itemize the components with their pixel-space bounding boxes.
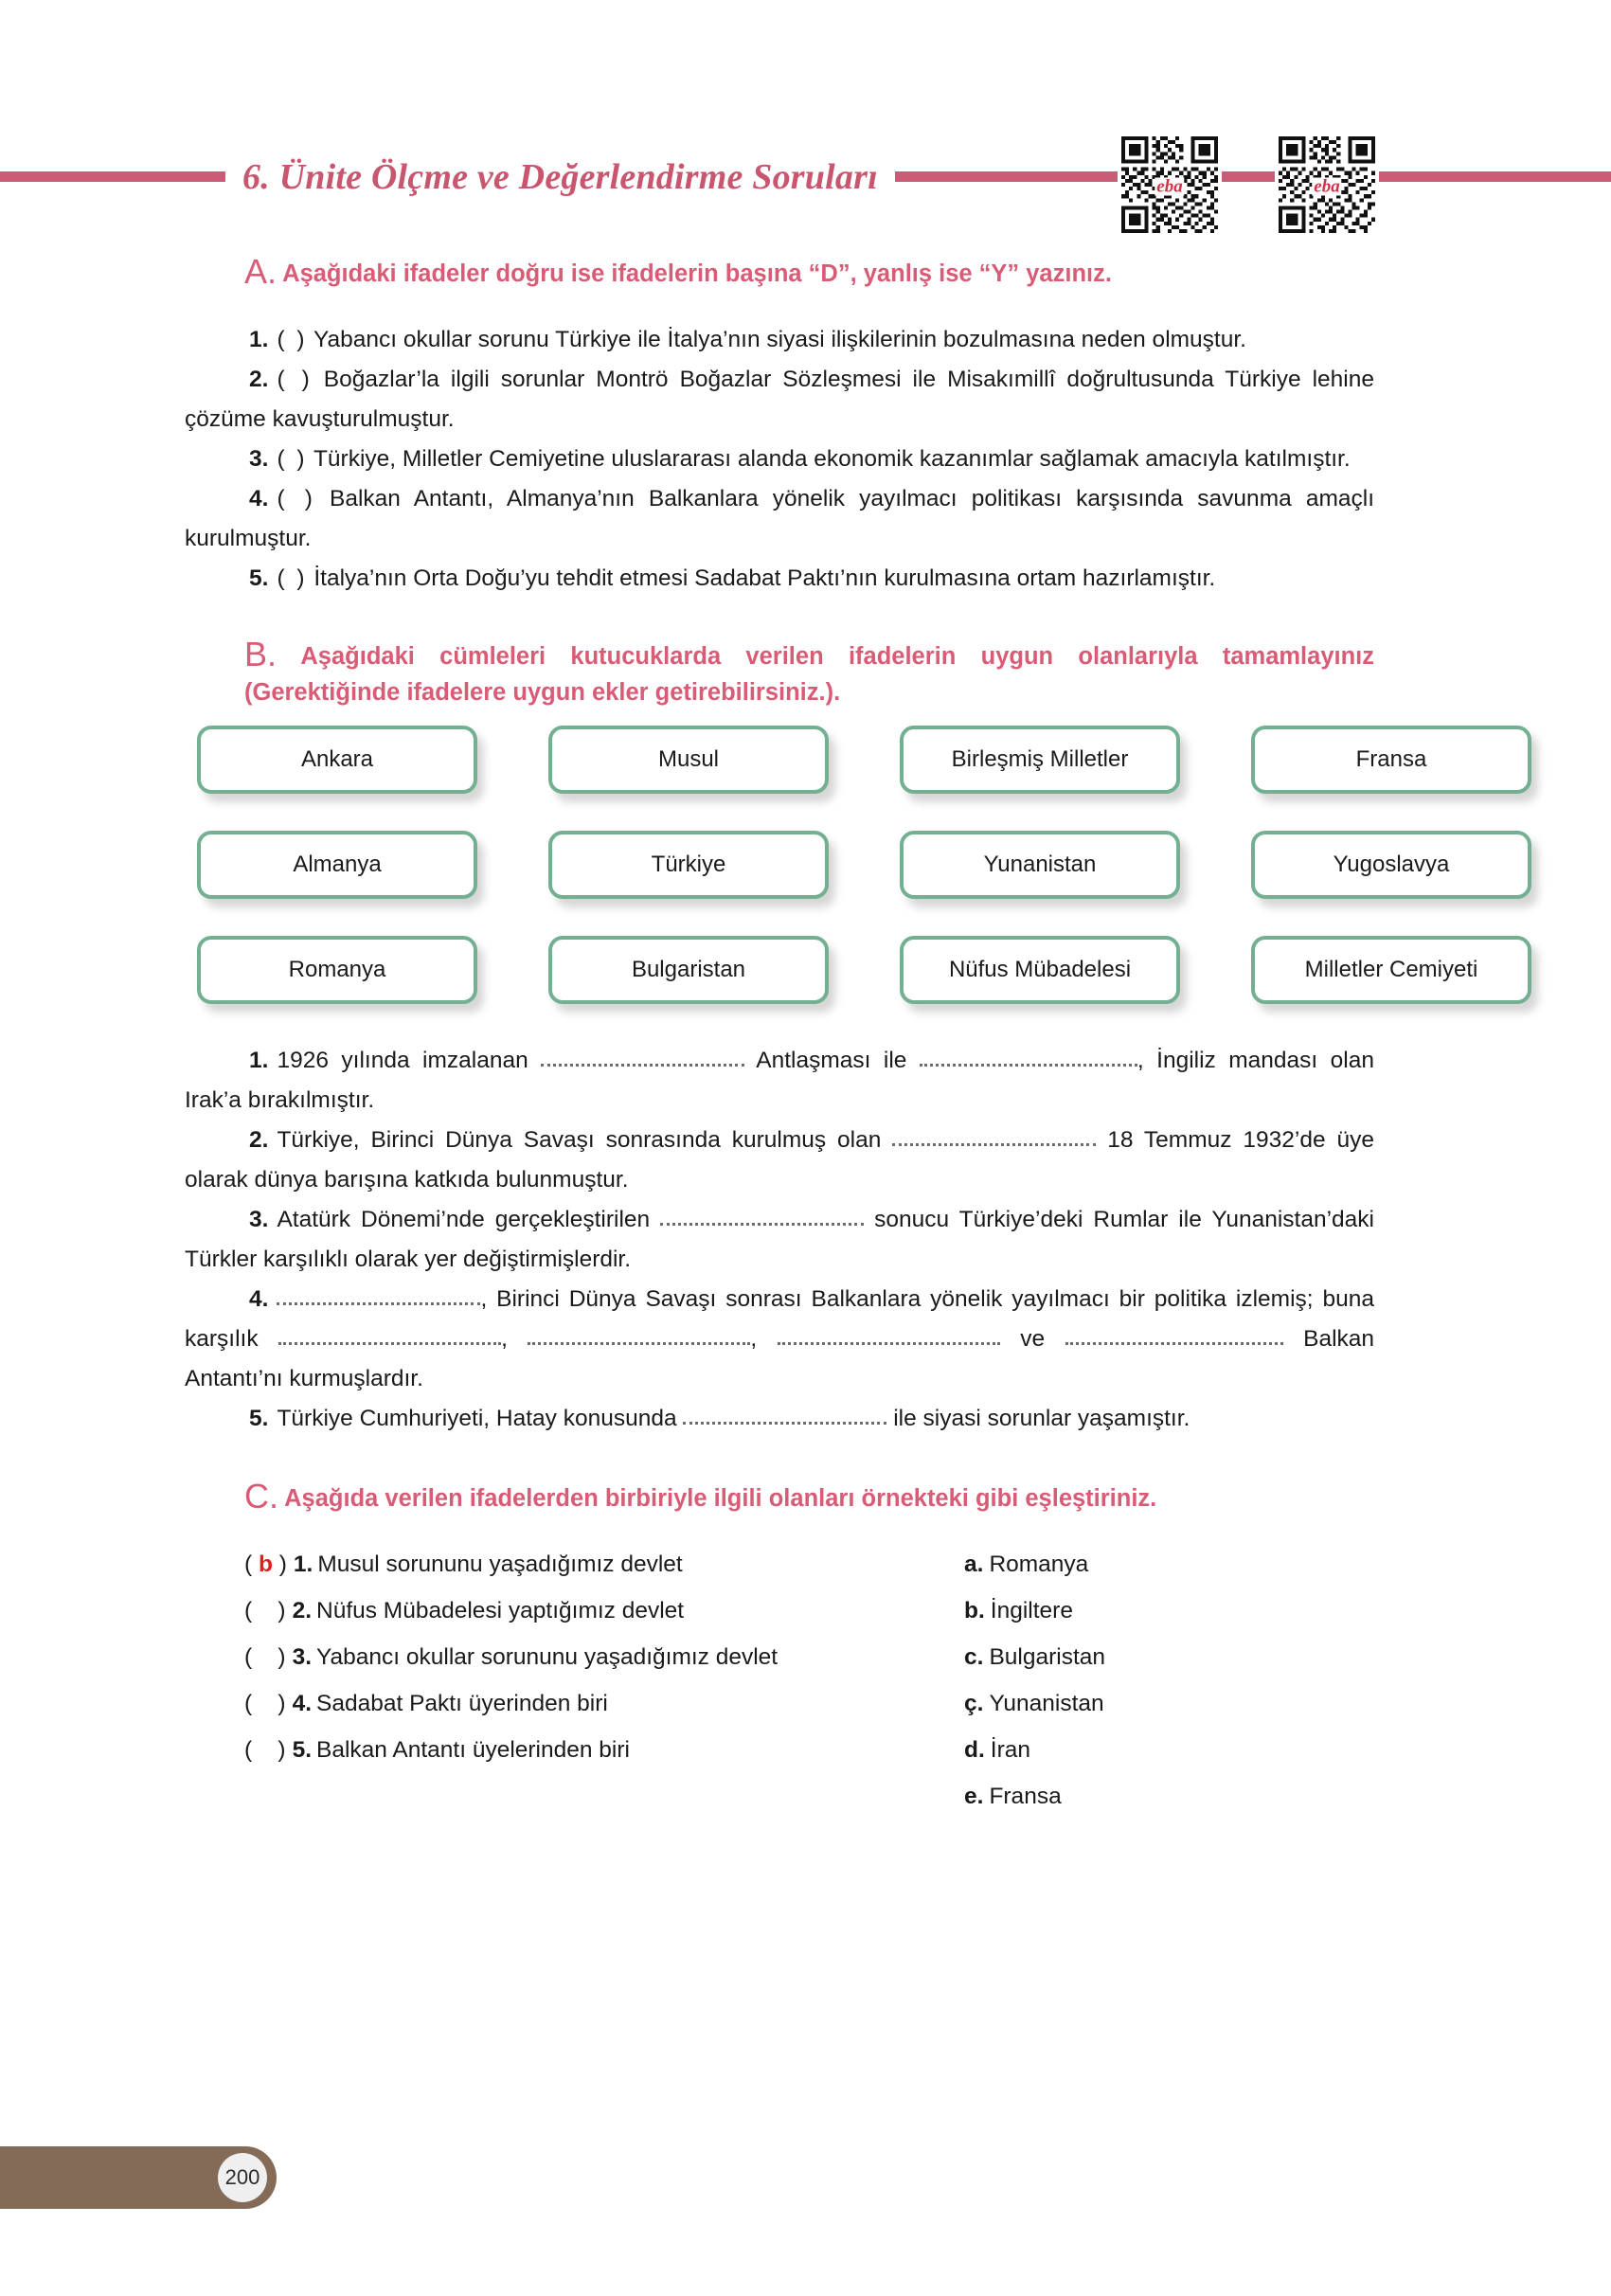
matching-option[interactable] bbox=[964, 1634, 1362, 1680]
word-box[interactable]: Fransa bbox=[1251, 726, 1531, 794]
word-bank-row bbox=[197, 936, 1611, 1004]
matching-columns bbox=[244, 1541, 1611, 1820]
conjunction: ve bbox=[1020, 1326, 1046, 1352]
matching-row bbox=[244, 1541, 964, 1587]
word-box[interactable]: Türkiye bbox=[548, 831, 829, 899]
section-b-heading bbox=[0, 637, 1611, 710]
match-index: 1. bbox=[293, 1552, 313, 1577]
question-number: 1. bbox=[249, 327, 269, 352]
matching-row bbox=[244, 1587, 964, 1634]
word-box[interactable]: Yunanistan bbox=[900, 831, 1180, 899]
match-text: Balkan Antantı üyelerinden biri bbox=[316, 1737, 630, 1763]
match-slot-close: ) bbox=[271, 1644, 286, 1670]
answer-slot[interactable]: ( ) bbox=[277, 565, 308, 591]
matching-option[interactable] bbox=[964, 1541, 1362, 1587]
matching-row bbox=[244, 1680, 964, 1727]
question-number: 2. bbox=[249, 367, 269, 392]
match-text: Nüfus Mübadelesi yaptığımız devlet bbox=[316, 1598, 685, 1623]
section-a-question-5 bbox=[0, 559, 1611, 599]
fill-blank[interactable] bbox=[778, 1327, 1000, 1345]
question-text-part: Türkiye Cumhuriyeti, Hatay konusunda bbox=[277, 1406, 677, 1431]
option-text: Romanya bbox=[989, 1552, 1089, 1577]
section-b-question-1 bbox=[0, 1041, 1611, 1121]
fill-blank[interactable] bbox=[528, 1327, 750, 1345]
word-box[interactable]: Birleşmiş Milletler bbox=[900, 726, 1180, 794]
question-text-part: Balkan Antantı’nı kurmuşlardır. bbox=[185, 1326, 1375, 1391]
separator: , bbox=[750, 1326, 758, 1352]
question-text-part: , İngiliz mandası olan Irak’a bırakılmıştır. bbox=[185, 1048, 1374, 1113]
word-box[interactable]: Romanya bbox=[197, 936, 477, 1004]
question-text: İtalya’nın Orta Doğu’yu tehdit etmesi Sadabat Paktı’nın kurulmasına ortam hazırlamıştır. bbox=[313, 565, 1216, 591]
match-index: 3. bbox=[292, 1644, 312, 1670]
section-b-letter: B. bbox=[244, 635, 277, 673]
option-letter: e. bbox=[964, 1784, 984, 1809]
word-box[interactable]: Nüfus Mübadelesi bbox=[900, 936, 1180, 1004]
word-box[interactable]: Milletler Cemiyeti bbox=[1251, 936, 1531, 1004]
match-text: Musul sorununu yaşadığımız devlet bbox=[317, 1552, 683, 1577]
fill-blank[interactable] bbox=[1065, 1327, 1283, 1345]
matching-option[interactable] bbox=[964, 1587, 1362, 1634]
section-b-question-3 bbox=[0, 1200, 1611, 1280]
option-text: İran bbox=[990, 1737, 1030, 1763]
match-index: 5. bbox=[292, 1737, 312, 1763]
spacer bbox=[0, 292, 1611, 320]
fill-blank[interactable] bbox=[683, 1407, 886, 1425]
question-text: Boğazlar’la ilgili sorunlar Montrö Boğazlar Sözleşmesi ile Misakımillî doğrultusunda Türkiye lehine çözüme kavuşturulmuştur. bbox=[185, 367, 1375, 432]
matching-option[interactable] bbox=[964, 1727, 1362, 1773]
section-a-heading-text: Aşağıdaki ifadeler doğru ise ifadelerin başına “D”, yanlış ise “Y” yazınız. bbox=[282, 260, 1112, 287]
matching-option[interactable] bbox=[964, 1773, 1362, 1820]
option-text: Fransa bbox=[989, 1784, 1062, 1809]
page-content bbox=[0, 254, 1611, 1820]
fill-blank[interactable] bbox=[278, 1327, 501, 1345]
match-index: 4. bbox=[292, 1691, 312, 1716]
section-b-question-5 bbox=[0, 1399, 1611, 1439]
section-a-question-1 bbox=[0, 320, 1611, 360]
word-box[interactable]: Musul bbox=[548, 726, 829, 794]
eba-logo-2: eba bbox=[1314, 176, 1340, 197]
word-box[interactable]: Ankara bbox=[197, 726, 477, 794]
question-number: 1. bbox=[249, 1048, 269, 1073]
matching-options bbox=[964, 1541, 1362, 1820]
question-text: Yabancı okullar sorunu Türkiye ile İtalya’nın siyasi ilişkilerinin bozulmasına neden olmuştur. bbox=[313, 327, 1246, 352]
page-header bbox=[0, 133, 1611, 246]
section-b-heading-text: Aşağıdaki cümleleri kutucuklarda verilen ifadelerin uygun olanlarıyla tamamlayınız (Gerektiğinde ifadelere uygun ekler getirebilirsiniz.). bbox=[244, 643, 1374, 706]
qr-code-1[interactable] bbox=[1118, 133, 1222, 237]
question-number: 3. bbox=[249, 1207, 269, 1232]
question-text: Türkiye, Milletler Cemiyetine uluslararası alanda ekonomik kazanımlar sağlamak amacıyla katılmıştır. bbox=[313, 446, 1351, 472]
match-slot-close: ) bbox=[271, 1737, 286, 1763]
matching-row bbox=[244, 1634, 964, 1680]
word-box[interactable]: Yugoslavya bbox=[1251, 831, 1531, 899]
matching-exercise bbox=[0, 1541, 1611, 1820]
answer-slot[interactable]: ( ) bbox=[277, 446, 308, 472]
match-slot-open: ( bbox=[244, 1691, 259, 1716]
question-text: Balkan Antantı, Almanya’nın Balkanlara yönelik yayılmacı politikası karşısında savunma amaçlı kurulmuştur. bbox=[185, 486, 1375, 551]
word-box[interactable]: Almanya bbox=[197, 831, 477, 899]
fill-blank[interactable] bbox=[660, 1208, 864, 1226]
option-letter: c. bbox=[964, 1644, 984, 1670]
matching-option[interactable] bbox=[964, 1680, 1362, 1727]
word-box[interactable]: Bulgaristan bbox=[548, 936, 829, 1004]
match-text: Yabancı okullar sorununu yaşadığımız devlet bbox=[316, 1644, 779, 1670]
qr-code-group bbox=[1118, 133, 1379, 237]
option-letter: a. bbox=[964, 1552, 984, 1577]
fill-blank[interactable] bbox=[277, 1287, 480, 1305]
section-c-heading bbox=[0, 1479, 1611, 1516]
fill-blank[interactable] bbox=[920, 1049, 1137, 1067]
option-text: Yunanistan bbox=[989, 1691, 1104, 1716]
fill-blank[interactable] bbox=[892, 1128, 1096, 1146]
answer-slot[interactable]: ( ) bbox=[277, 367, 313, 392]
fill-blank[interactable] bbox=[541, 1049, 744, 1067]
word-bank-row bbox=[197, 831, 1611, 899]
option-text: İngiltere bbox=[990, 1598, 1073, 1623]
spacer bbox=[0, 1439, 1611, 1479]
question-number: 3. bbox=[249, 446, 269, 472]
matching-prompts bbox=[244, 1541, 964, 1820]
matching-row bbox=[244, 1727, 964, 1773]
question-text-part: , Birinci Dünya Savaşı sonrası Balkanlara yönelik yayılmacı bir politika izlemiş; buna karşılık bbox=[185, 1286, 1374, 1352]
spacer bbox=[0, 599, 1611, 637]
question-text-part: 1926 yılında imzalanan bbox=[277, 1048, 528, 1073]
match-slot-open: ( bbox=[244, 1737, 259, 1763]
question-text-part: 18 Temmuz 1932’de üye olarak dünya barışına katkıda bulunmuştur. bbox=[185, 1127, 1375, 1193]
option-text: Bulgaristan bbox=[989, 1644, 1106, 1670]
section-a-heading bbox=[0, 254, 1611, 292]
section-b-question-4 bbox=[0, 1280, 1611, 1399]
question-text-part: sonucu Türkiye’deki Rumlar ile Yunanistan’daki Türkler karşılıklı olarak yer değiştirmişlerdir. bbox=[185, 1207, 1374, 1272]
match-answer-letter[interactable] bbox=[259, 1691, 272, 1716]
answer-slot[interactable]: ( ) bbox=[277, 486, 315, 511]
qr-code-2[interactable] bbox=[1275, 133, 1379, 237]
match-index: 2. bbox=[292, 1598, 312, 1623]
section-a-question-2 bbox=[0, 360, 1611, 439]
word-bank bbox=[0, 726, 1611, 1004]
page-footer-bar bbox=[0, 2146, 277, 2209]
match-slot-close: ) bbox=[271, 1691, 286, 1716]
option-letter: d. bbox=[964, 1737, 985, 1763]
match-answer-letter[interactable] bbox=[259, 1598, 272, 1623]
match-text: Sadabat Paktı üyerinden biri bbox=[316, 1691, 608, 1716]
separator: , bbox=[501, 1326, 508, 1352]
page-title: 6. Ünite Ölçme ve Değerlendirme Soruları bbox=[225, 133, 895, 222]
page-number: 200 bbox=[218, 2153, 267, 2202]
match-answer-letter[interactable] bbox=[259, 1737, 272, 1763]
word-bank-row bbox=[197, 726, 1611, 794]
match-slot-open: ( bbox=[244, 1552, 259, 1577]
answer-slot[interactable]: ( ) bbox=[277, 327, 308, 352]
section-c-heading-text: Aşağıda verilen ifadelerden birbiriyle ilgili olanları örnekteki gibi eşleştiriniz. bbox=[284, 1485, 1157, 1512]
section-a-question-3 bbox=[0, 439, 1611, 479]
match-slot-open: ( bbox=[244, 1644, 259, 1670]
option-letter: b. bbox=[964, 1598, 985, 1623]
question-number: 4. bbox=[249, 486, 269, 511]
section-c-letter: C. bbox=[244, 1477, 278, 1516]
question-text-part: Antlaşması ile bbox=[756, 1048, 907, 1073]
question-number: 5. bbox=[249, 565, 269, 591]
match-answer-letter[interactable]: b bbox=[258, 1552, 273, 1577]
question-number: 4. bbox=[249, 1286, 269, 1312]
question-number: 2. bbox=[249, 1127, 269, 1153]
question-number: 5. bbox=[249, 1406, 269, 1431]
section-a-letter: A. bbox=[244, 252, 277, 291]
option-letter: ç. bbox=[964, 1691, 984, 1716]
eba-logo-1: eba bbox=[1156, 176, 1183, 197]
match-answer-letter[interactable] bbox=[259, 1644, 272, 1670]
section-a-question-4 bbox=[0, 479, 1611, 559]
question-text-part: Atatürk Dönemi’nde gerçekleştirilen bbox=[277, 1207, 651, 1232]
question-text-part: Türkiye, Birinci Dünya Savaşı sonrasında kurulmuş olan bbox=[277, 1127, 882, 1153]
match-slot-open: ( bbox=[244, 1598, 259, 1623]
match-slot-close: ) bbox=[272, 1552, 287, 1577]
question-text-part: ile siyasi sorunlar yaşamıştır. bbox=[893, 1406, 1190, 1431]
section-b-question-2 bbox=[0, 1121, 1611, 1200]
match-slot-close: ) bbox=[271, 1598, 286, 1623]
